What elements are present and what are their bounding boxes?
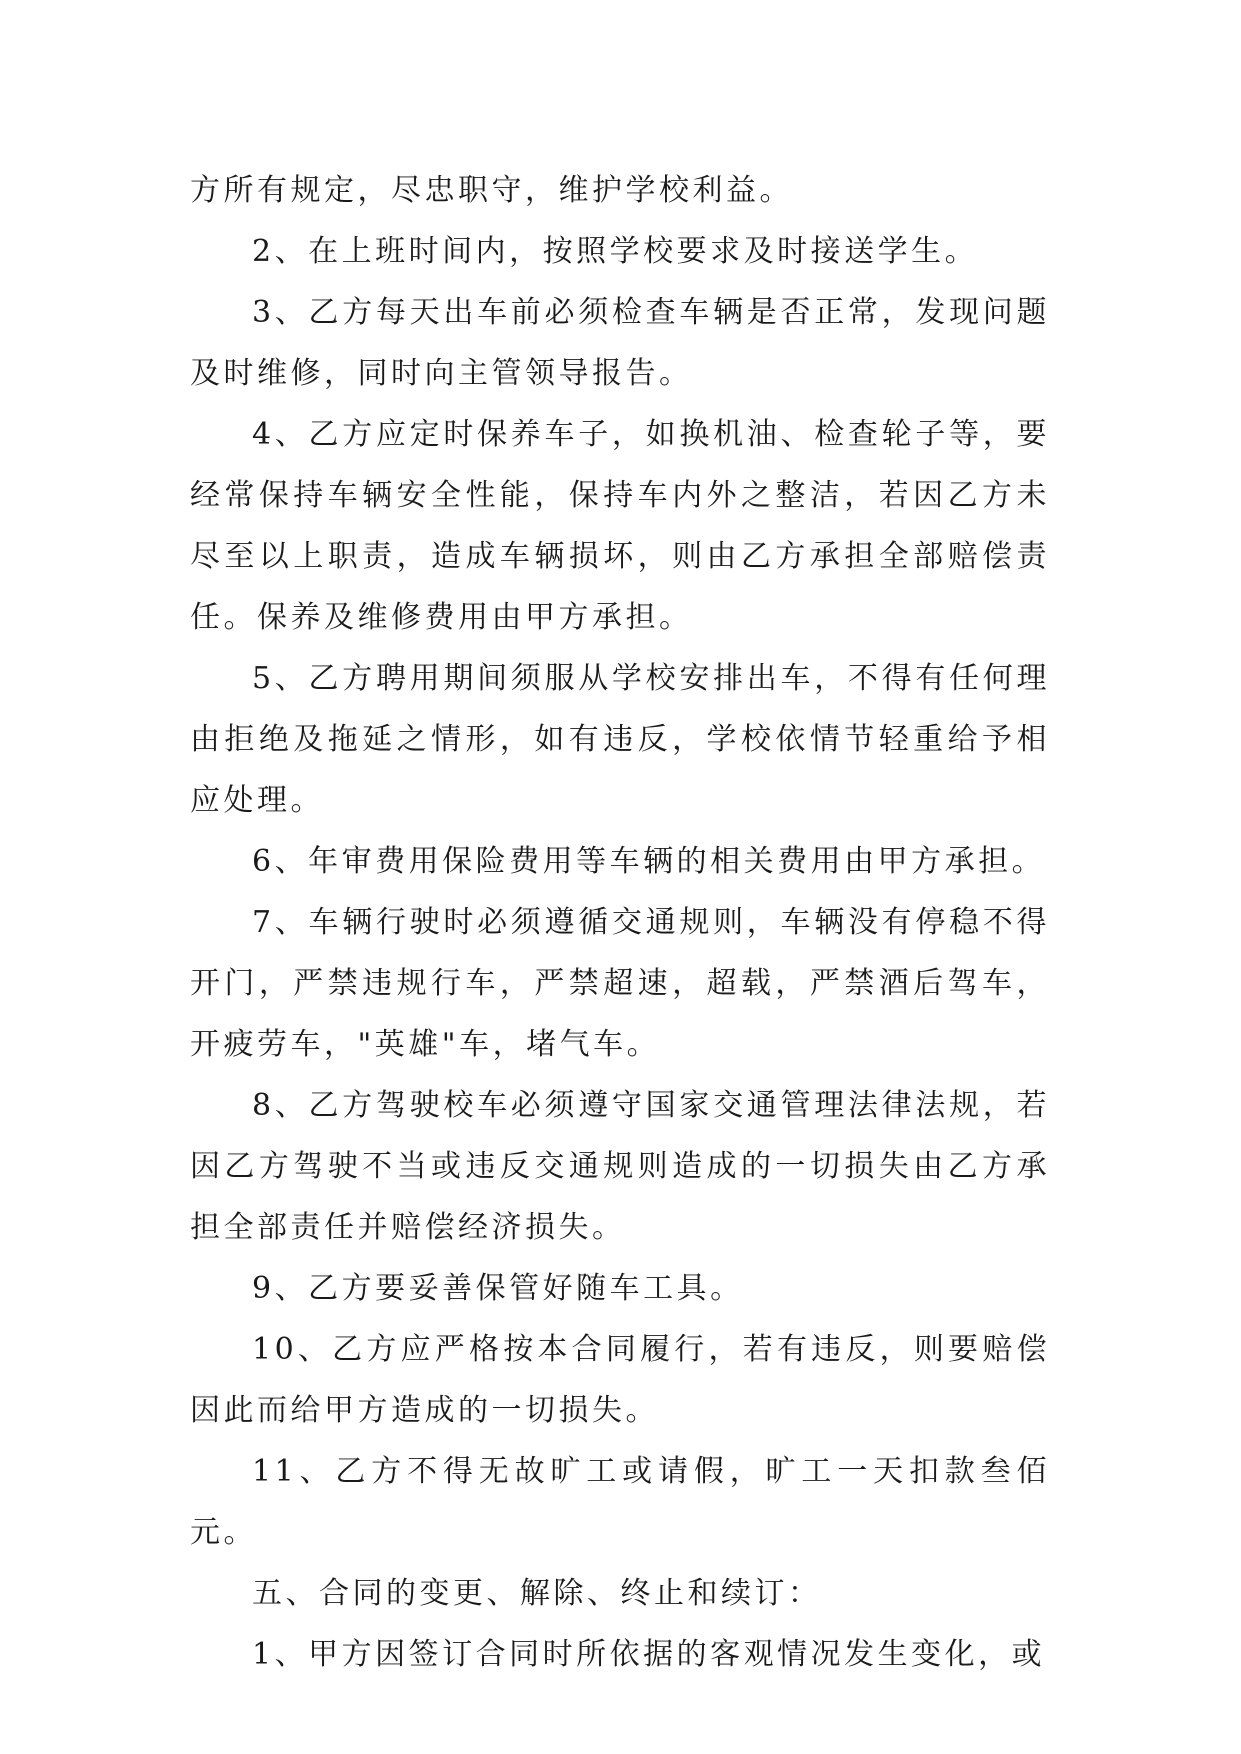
paragraph-clause-10: 10、乙方应严格按本合同履行，若有违反，则要赔偿因此而给甲方造成的一切损失。 xyxy=(190,1332,1050,1428)
paragraph-clause-4: 4、乙方应定时保养车子，如换机油、检查轮子等，要经常保持车辆安全性能，保持车内外之整洁，若因乙方未尽至以上职责，造成车辆损坏，则由乙方承担全部赔偿责任。保养及维修费用由甲方承担。 xyxy=(190,417,1050,635)
paragraph-clause-5: 5、乙方聘用期间须服从学校安排出车，不得有任何理由拒绝及拖延之情形，如有违反，学校依情节轻重给予相应处理。 xyxy=(190,661,1050,818)
section-heading-5: 五、合同的变更、解除、终止和续订： xyxy=(252,1576,822,1611)
paragraph-section-5-clause-1: 1、甲方因签订合同时所依据的客观情况发生变化，或 xyxy=(252,1637,1046,1672)
document-body xyxy=(190,160,1050,1685)
paragraph-clause-9: 9、乙方要妥善保管好随车工具。 xyxy=(252,1271,744,1306)
paragraph-clause-6: 6、年审费用保险费用等车辆的相关费用由甲方承担。 xyxy=(252,844,1046,879)
paragraph-clause-2: 2、在上班时间内，按照学校要求及时接送学生。 xyxy=(252,234,979,269)
paragraph-continuation: 方所有规定，尽忠职守，维护学校利益。 xyxy=(190,173,793,208)
paragraph-clause-11: 11、乙方不得无故旷工或请假，旷工一天扣款叁佰元。 xyxy=(190,1454,1050,1550)
paragraph-clause-7: 7、车辆行驶时必须遵循交通规则，车辆没有停稳不得开门，严禁违规行车，严禁超速，超载，严禁酒后驾车，开疲劳车，"英雄"车，堵气车。 xyxy=(190,905,1050,1062)
paragraph-clause-3: 3、乙方每天出车前必须检查车辆是否正常，发现问题及时维修，同时向主管领导报告。 xyxy=(190,295,1050,391)
paragraph-clause-8: 8、乙方驾驶校车必须遵守国家交通管理法律法规，若因乙方驾驶不当或违反交通规则造成的一切损失由乙方承担全部责任并赔偿经济损失。 xyxy=(190,1088,1050,1245)
